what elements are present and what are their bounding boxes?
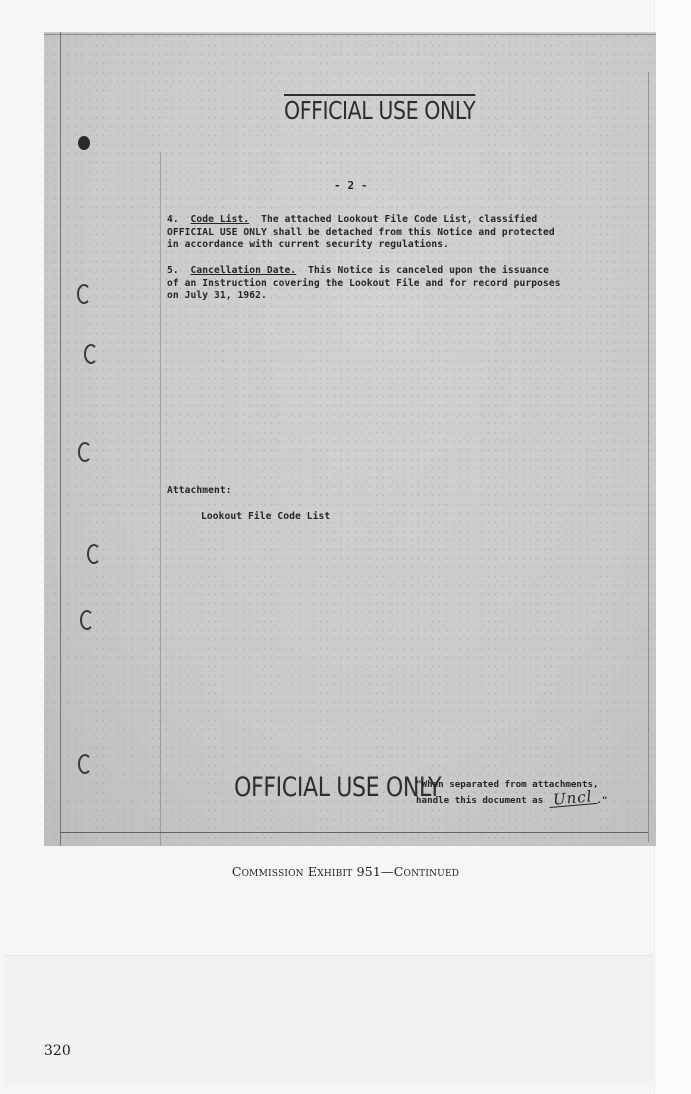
inner-margin-rule: [160, 152, 161, 846]
bottom-form-rule: [60, 832, 648, 833]
photocopied-document: [44, 32, 656, 846]
binder-hole: [78, 754, 92, 774]
paragraph-5-heading: Cancellation Date.: [190, 265, 297, 276]
paragraph-5-line3: on July 31, 1962.: [167, 290, 267, 301]
binder-hole: [78, 442, 92, 462]
left-margin-rule: [60, 32, 61, 846]
paragraph-4-number: 4.: [167, 214, 179, 225]
right-margin-rule: [648, 72, 649, 842]
binder-hole: [78, 136, 90, 150]
top-edge-rule: [44, 34, 656, 35]
header-classification-stamp: OFFICIAL USE ONLY: [284, 96, 476, 125]
binder-hole: [77, 284, 91, 304]
paragraph-4-heading: Code List.: [190, 214, 250, 225]
photocopy-grain: [44, 32, 656, 846]
attachment-item: Lookout File Code List: [201, 511, 331, 522]
paragraph-4-line1: The attached Lookout File Code List, classified: [261, 214, 538, 225]
paragraph-5-line1: This Notice is canceled upon the issuance: [308, 265, 549, 276]
binder-hole: [84, 344, 98, 364]
binder-hole: [80, 610, 94, 630]
page-lower-margin: [4, 955, 653, 1086]
footer-classification-stamp: OFFICIAL USE ONLY: [234, 772, 442, 803]
paragraph-4: [167, 214, 555, 252]
attachment-label: Attachment:: [167, 485, 232, 496]
exhibit-caption: Commission Exhibit 951—Continued: [231, 864, 460, 879]
handling-note-line1: "When separated from attachments,: [416, 779, 599, 790]
paragraph-4-line2: OFFICIAL USE ONLY shall be detached from this Notice and protected: [167, 226, 555, 238]
page-marker: - 2 -: [334, 179, 368, 192]
paragraph-4-line3: in accordance with current security regulations.: [167, 239, 450, 250]
handling-note-line2-suffix: .": [596, 794, 608, 806]
paragraph-5: [167, 265, 561, 303]
paragraph-5-number: 5.: [167, 265, 179, 276]
paragraph-5-line2: of an Instruction covering the Lookout File and for record purposes: [167, 277, 561, 289]
page-right-edge: [654, 0, 691, 1094]
handling-note: [416, 779, 607, 807]
binder-hole: [87, 544, 101, 564]
handwritten-classification: Uncl: [548, 789, 597, 807]
handling-note-line2-prefix: handle this document as: [416, 794, 544, 806]
page-number: 320: [44, 1043, 71, 1059]
